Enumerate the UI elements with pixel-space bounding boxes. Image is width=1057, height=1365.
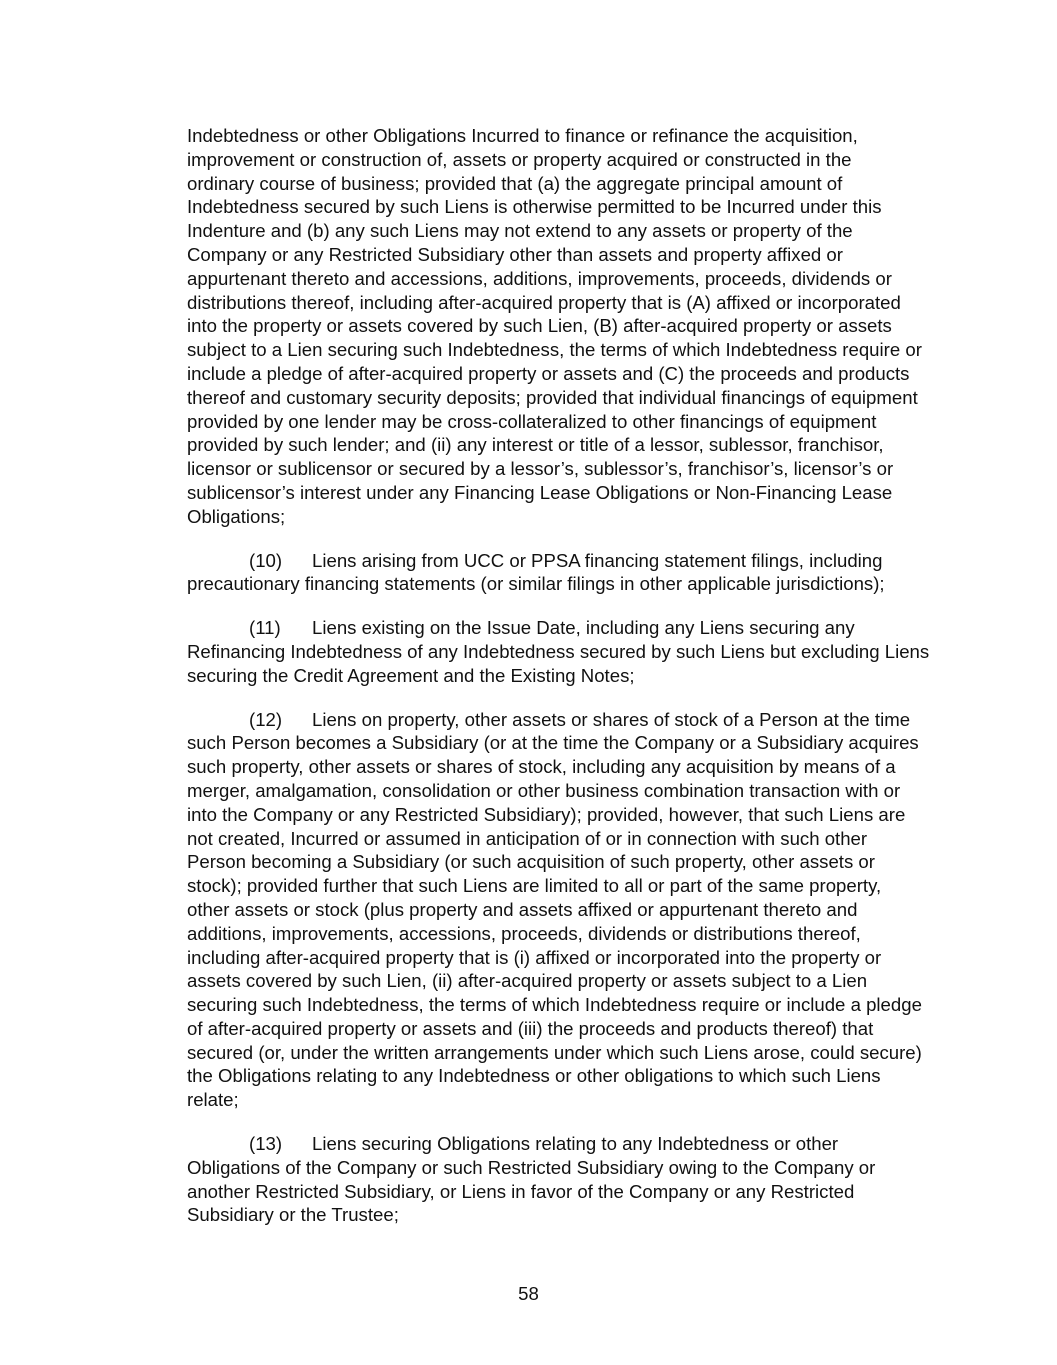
text-line: of after-acquired property or assets and (iii) the proceeds and products thereof) that <box>187 1017 874 1039</box>
text-line: provided by such lender; and (ii) any interest or title of a lessor, sublessor, franchisor, <box>187 434 884 456</box>
text-line: Company or any Restricted Subsidiary other than assets and property affixed or <box>187 243 843 265</box>
text-line: Obligations of the Company or such Restricted Subsidiary owing to the Company or <box>187 1156 876 1178</box>
text-line: secured (or, under the written arrangements under which such Liens arose, could secure) <box>187 1041 922 1063</box>
text-line: assets covered by such Lien, (ii) after-acquired property or assets subject to a Lien <box>187 970 868 992</box>
clause-number: (10) <box>249 549 283 571</box>
text-line: into the Company or any Restricted Subsidiary); provided, however, that such Liens are <box>187 803 906 825</box>
text-line: Liens on property, other assets or shares of stock of a Person at the time <box>312 708 911 730</box>
text-line: relate; <box>187 1089 239 1111</box>
text-line: Refinancing Indebtedness of any Indebtedness secured by such Liens but excluding Liens <box>187 640 930 662</box>
text-line: Indebtedness secured by such Liens is otherwise permitted to be Incurred under this <box>187 196 882 218</box>
clause-12 <box>187 708 939 1113</box>
text-line: stock); provided further that such Liens are limited to all or part of the same property, <box>187 875 882 897</box>
text-line: thereof and customary security deposits; provided that individual financings of equipment <box>187 386 918 408</box>
clause-number: (13) <box>249 1133 283 1155</box>
text-line: Subsidiary or the Trustee; <box>187 1204 399 1226</box>
text-line: Obligations; <box>187 505 286 527</box>
text-line: sublicensor’s interest under any Financing Lease Obligations or Non-Financing Lease <box>187 481 893 503</box>
text-line: ordinary course of business; provided that (a) the aggregate principal amount of <box>187 172 843 194</box>
clause-first-line <box>187 616 939 640</box>
text-line: Liens existing on the Issue Date, including any Liens securing any <box>312 617 855 639</box>
clause-number: (12) <box>249 708 283 730</box>
text-line: Liens arising from UCC or PPSA financing statement filings, including <box>312 549 883 571</box>
text-line: such Person becomes a Subsidiary (or at the time the Company or a Subsidiary acquires <box>187 732 919 754</box>
text-line: securing the Credit Agreement and the Existing Notes; <box>187 664 635 686</box>
text-line: provided by one lender may be cross-collateralized to other financings of equipment <box>187 410 877 432</box>
text-line: distributions thereof, including after-acquired property that is (A) affixed or incorporated <box>187 291 901 313</box>
text-line: improvement or construction of, assets or property acquired or constructed in the <box>187 148 852 170</box>
clause-first-line <box>187 1132 939 1156</box>
text-line: not created, Incurred or assumed in anticipation of or in connection with such other <box>187 827 868 849</box>
text-line: securing such Indebtedness, the terms of which Indebtedness require or include a pledge <box>187 994 922 1016</box>
text-line: Indenture and (b) any such Liens may not extend to any assets or property of the <box>187 220 853 242</box>
text-line: Indebtedness or other Obligations Incurred to finance or refinance the acquisition, <box>187 125 858 146</box>
text-line: precautionary financing statements (or similar filings in other applicable jurisdictions); <box>187 573 885 595</box>
text-line: another Restricted Subsidiary, or Liens in favor of the Company or any Restricted <box>187 1180 855 1202</box>
text-line: the Obligations relating to any Indebtedness or other obligations to which such Liens <box>187 1065 881 1087</box>
document-body <box>187 124 939 1247</box>
text-line: merger, amalgamation, consolidation or other business combination transaction with or <box>187 779 901 801</box>
text-line: other assets or stock (plus property and assets affixed or appurtenant thereto and <box>187 898 858 920</box>
page-number: 58 <box>518 1283 539 1304</box>
clause-13 <box>187 1132 939 1227</box>
continuation-paragraph <box>187 124 939 529</box>
text-line: Liens securing Obligations relating to any Indebtedness or other <box>312 1133 839 1155</box>
clause-first-line <box>187 549 939 573</box>
text-line: into the property or assets covered by such Lien, (B) after-acquired property or assets <box>187 315 892 337</box>
clause-first-line <box>187 708 939 732</box>
text-line: such property, other assets or shares of stock, including any acquisition by means of a <box>187 756 896 778</box>
clause-10 <box>187 549 939 597</box>
text-line: including after-acquired property that is (i) affixed or incorporated into the property or <box>187 946 882 968</box>
text-line: additions, improvements, accessions, proceeds, dividends or distributions thereof, <box>187 922 861 944</box>
text-line: Person becoming a Subsidiary (or such acquisition of such property, other assets or <box>187 851 875 873</box>
text-line: include a pledge of after-acquired property or assets and (C) the proceeds and products <box>187 362 910 384</box>
clause-11 <box>187 616 939 687</box>
text-line: subject to a Lien securing such Indebtedness, the terms of which Indebtedness require or <box>187 339 922 361</box>
clause-number: (11) <box>249 617 281 639</box>
text-line: licensor or sublicensor or secured by a lessor’s, sublessor’s, franchisor’s, licensor’s or <box>187 458 894 480</box>
text-line: appurtenant thereto and accessions, additions, improvements, proceeds, dividends or <box>187 267 892 289</box>
